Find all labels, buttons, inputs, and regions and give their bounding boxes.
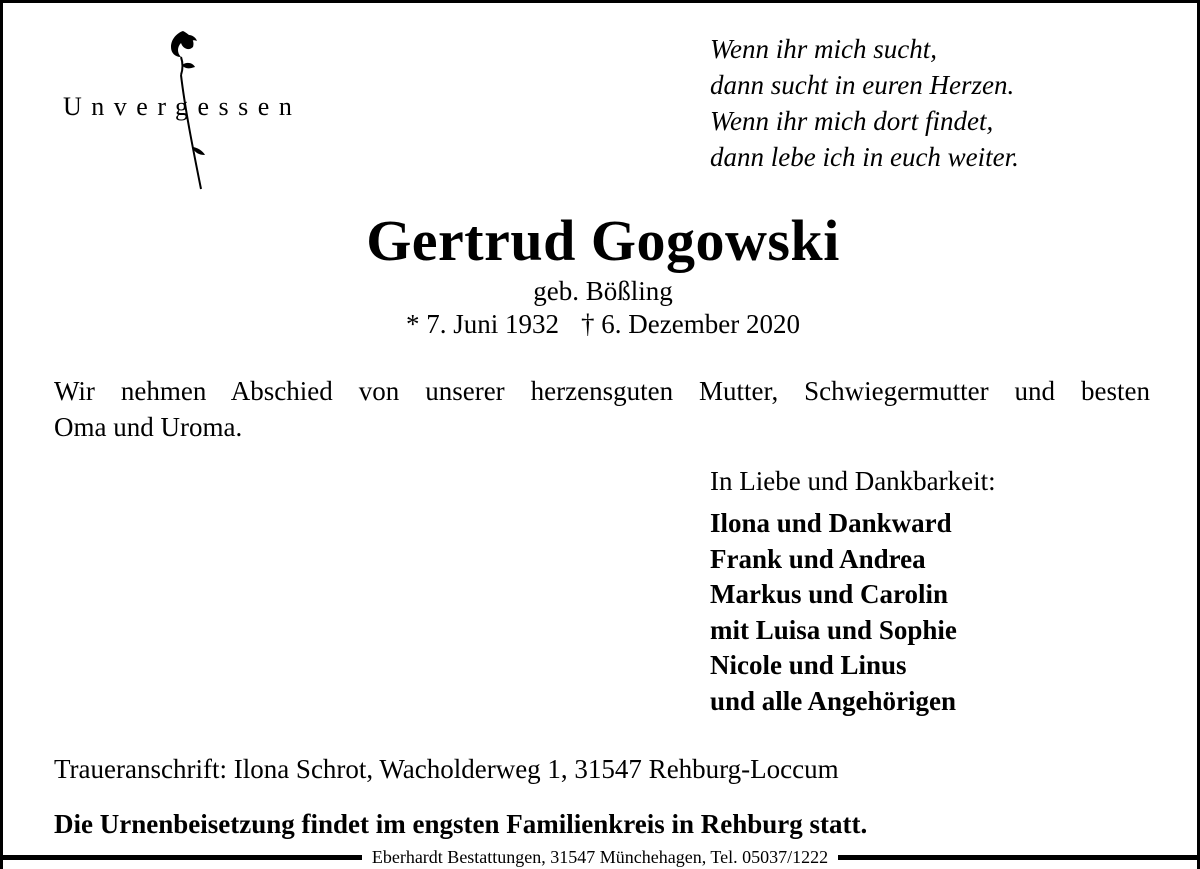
mourner-name: Markus und Carolin [710,579,949,609]
farewell-message [54,373,1150,445]
birth-name: geb. Bößling [533,276,673,306]
mourner-name: Nicole und Linus [710,650,907,680]
life-dates [3,309,1200,340]
mourning-address: Traueranschrift: Ilona Schrot, Wacholderweg 1, 31547 Rehburg-Loccum [54,754,839,784]
mourner-name: und alle Angehörigen [710,685,957,716]
burial-note: Die Urnenbeisetzung findet im engsten Familienkreis in Rehburg statt. [54,809,868,839]
footer [0,846,1200,868]
mourner-name: Frank und Andrea [710,543,926,574]
message-line: Wir nehmen Abschied von unserer herzensguten Mutter, Schwiegermutter und besten [54,376,1150,406]
poem-line: dann lebe ich in euch weiter. [710,142,1019,172]
poem-line: Wenn ihr mich dort findet, [710,106,994,136]
deceased-name: Gertrud Gogowski [366,208,840,273]
funeral-home-info: Eberhardt Bestattungen, 31547 Münchehagen, Tel. 05037/1222 [362,847,838,867]
birth-date: * 7. Juni 1932 [406,309,560,339]
unvergessen-label: Unvergessen [63,92,302,121]
message-line: Oma und Uroma. [54,412,243,442]
poem-line: dann sucht in euren Herzen. [710,70,1015,100]
thanks-intro: In Liebe und Dankbarkeit: [710,466,996,496]
poem [710,31,1019,175]
mourner-name: mit Luisa und Sophie [710,614,957,645]
mourner-list [710,506,957,719]
poem-line: Wenn ihr mich sucht, [710,34,937,64]
mourner-name: Ilona und Dankward [710,508,952,538]
death-date: † 6. Dezember 2020 [581,309,800,339]
